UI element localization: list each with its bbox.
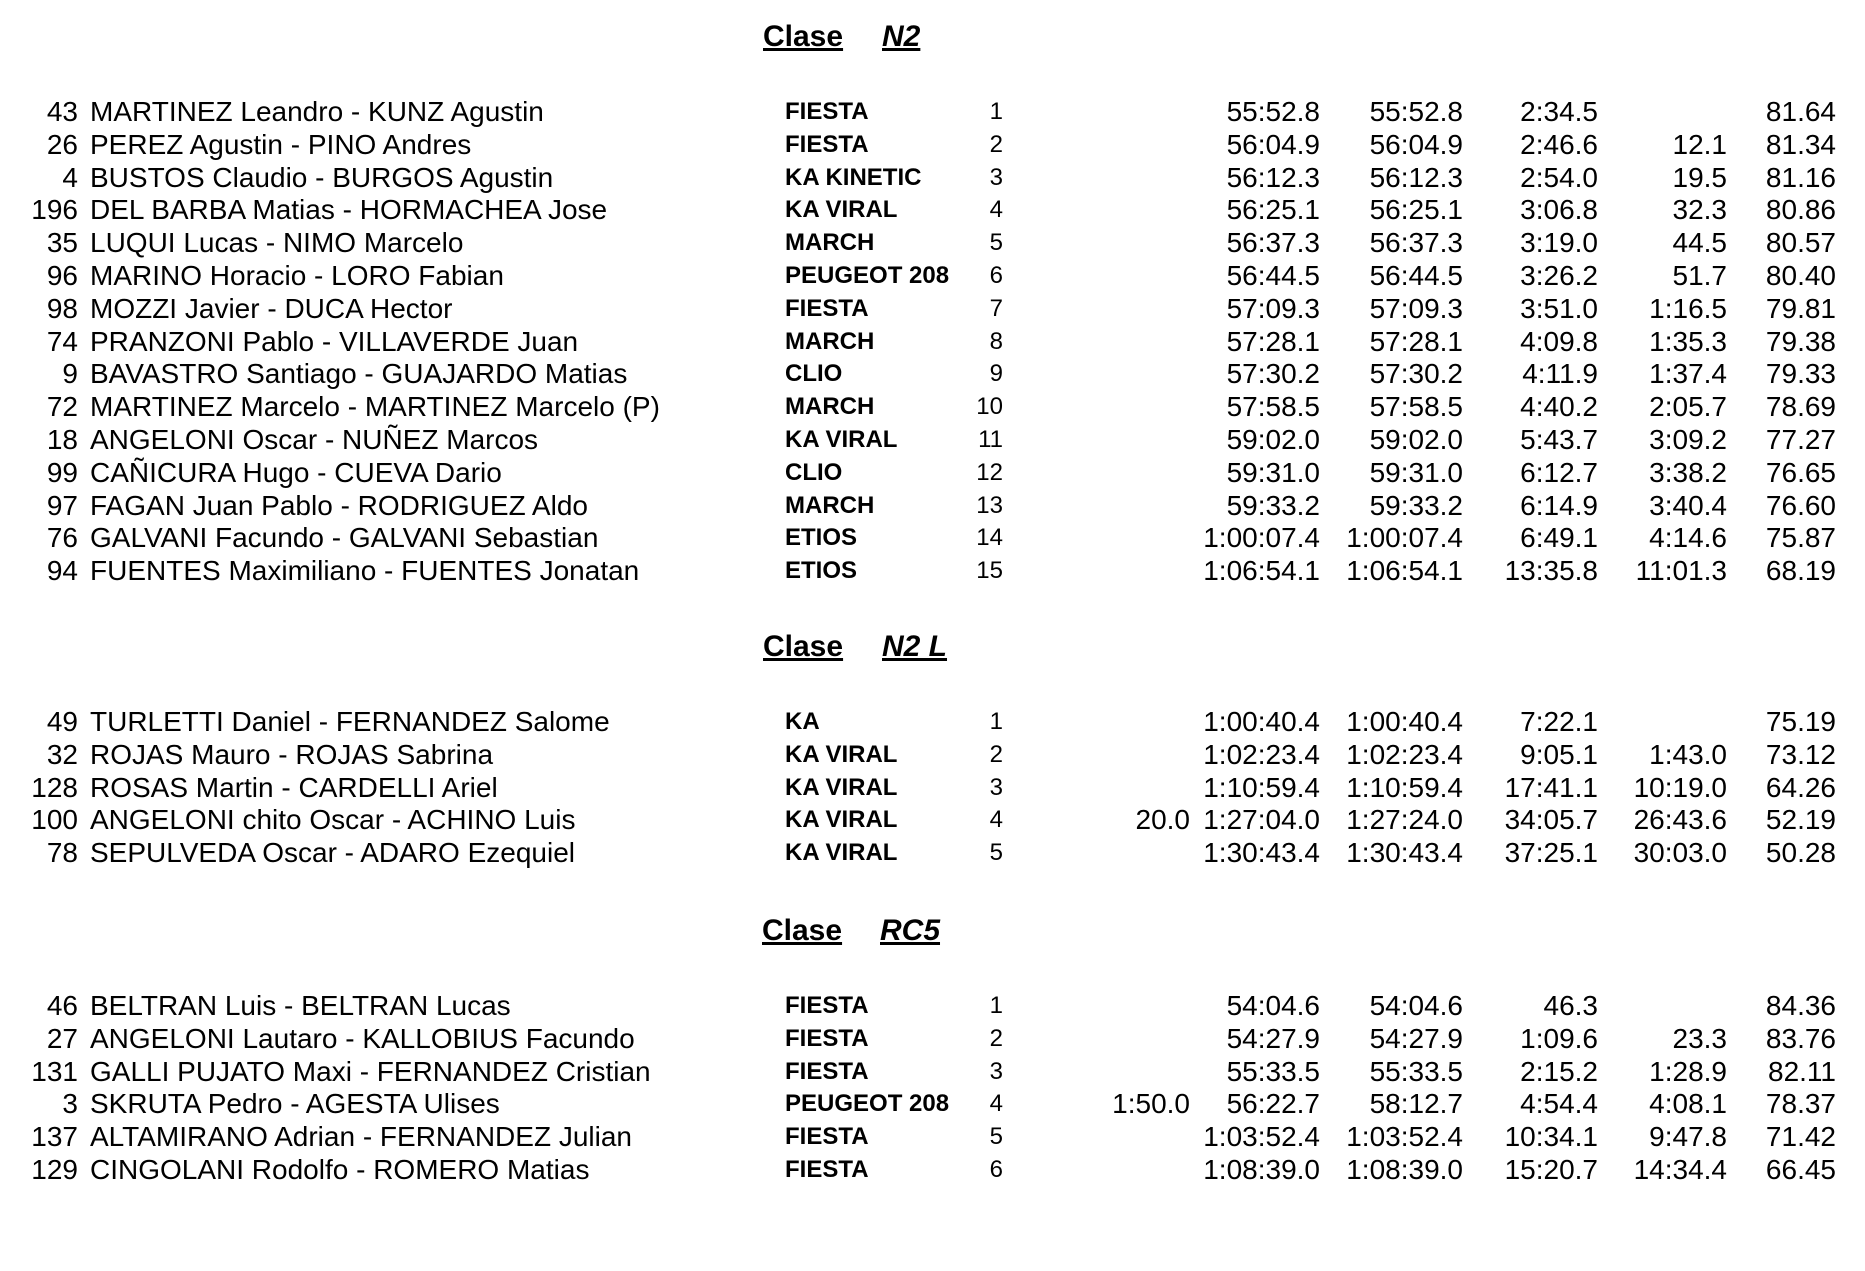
average-speed: 78.69 [1765,391,1836,423]
position: 15 [976,557,1003,585]
position: 11 [978,426,1003,453]
average-speed: 64.26 [1765,771,1836,803]
average-speed: 81.34 [1765,128,1836,160]
result-row [0,489,1865,522]
crew-names: PRANZONI Pablo - VILLAVERDE Juan [90,325,579,357]
car-model: ETIOS [785,524,858,552]
position: 1 [989,98,1003,125]
average-speed: 80.57 [1765,227,1836,259]
car-model: KA VIRAL [785,773,898,801]
stage-time: 57:09.3 [1226,292,1320,324]
diff-to-first: 2:46.6 [1520,128,1598,160]
class-label: Clase [763,20,844,53]
total-time: 59:31.0 [1369,456,1463,488]
diff-to-first: 4:54.4 [1520,1088,1598,1120]
diff-to-previous: 4:14.6 [1649,522,1727,554]
average-speed: 76.60 [1765,489,1836,521]
total-time: 57:09.3 [1369,292,1463,324]
stage-time: 57:58.5 [1226,391,1320,423]
result-row [0,803,1865,836]
crew-names: CINGOLANI Rodolfo - ROMERO Matias [90,1154,590,1185]
result-row [0,456,1865,489]
diff-to-previous: 10:19.0 [1633,771,1727,803]
car-number: 96 [46,260,78,291]
diff-to-previous: 4:08.1 [1649,1088,1727,1120]
diff-to-first: 4:09.8 [1520,325,1598,357]
position: 6 [989,262,1003,289]
crew-names: PEREZ Agustin - PINO Andres [90,128,472,160]
average-speed: 52.19 [1765,804,1836,836]
car-model: CLIO [785,360,843,388]
stage-time: 56:12.3 [1226,161,1320,193]
result-row [0,554,1865,587]
average-speed: 50.28 [1765,837,1836,869]
total-time: 54:04.6 [1369,990,1463,1021]
car-model: FIESTA [785,130,869,158]
average-speed: 84.36 [1765,990,1836,1021]
average-speed: 81.16 [1765,161,1836,193]
diff-to-first: 2:34.5 [1520,96,1598,127]
diff-to-previous: 1:37.4 [1649,358,1727,390]
car-number: 98 [46,292,78,324]
position: 4 [989,196,1003,224]
position: 13 [976,491,1003,519]
class-name: N2 L [882,630,948,663]
average-speed: 66.45 [1765,1154,1836,1185]
position: 5 [989,839,1003,867]
car-model: KA [785,708,820,735]
stage-time: 59:31.0 [1226,456,1320,488]
diff-to-previous: 2:05.7 [1649,391,1727,423]
diff-to-previous: 26:43.6 [1633,804,1727,836]
car-number: 49 [46,706,78,737]
total-time: 56:12.3 [1369,161,1463,193]
crew-names: BUSTOS Claudio - BURGOS Agustin [90,161,554,193]
car-model: FIESTA [785,992,869,1019]
position: 5 [989,1123,1003,1151]
position: 1 [989,992,1003,1019]
result-row [0,95,1865,128]
diff-to-previous: 11:01.3 [1635,555,1727,587]
average-speed: 76.65 [1765,456,1836,488]
car-number: 76 [46,522,78,554]
diff-to-previous: 1:16.5 [1649,292,1727,324]
crew-names: DEL BARBA Matias - HORMACHEA Jose [90,194,608,226]
result-row [0,1055,1865,1088]
diff-to-previous: 30:03.0 [1633,837,1727,869]
crew-names: CAÑICURA Hugo - CUEVA Dario [90,456,502,488]
diff-to-first: 13:35.8 [1504,555,1598,587]
crew-names: MOZZI Javier - DUCA Hector [90,292,453,324]
stage-time: 1:06:54.1 [1203,555,1320,587]
position: 10 [976,393,1003,421]
result-row [0,357,1865,390]
total-time: 1:02:23.4 [1346,738,1463,770]
average-speed: 68.19 [1765,555,1836,587]
total-time: 1:27:24.0 [1346,804,1463,836]
total-time: 1:10:59.4 [1346,771,1463,803]
class-name: N2 [882,20,921,53]
total-time: 57:30.2 [1369,358,1463,390]
result-row [0,836,1865,869]
average-speed: 79.38 [1765,325,1836,357]
car-number: 27 [46,1022,78,1054]
total-time: 1:03:52.4 [1346,1121,1463,1153]
stage-time: 55:33.5 [1226,1055,1320,1087]
diff-to-first: 9:05.1 [1520,738,1598,770]
car-number: 26 [46,128,78,160]
stage-time: 1:08:39.0 [1203,1154,1320,1185]
car-number: 94 [46,555,78,587]
crew-names: TURLETTI Daniel - FERNANDEZ Salome [90,706,610,737]
average-speed: 81.64 [1765,96,1836,127]
diff-to-first: 3:06.8 [1520,194,1598,226]
stage-time: 56:04.9 [1226,128,1320,160]
average-speed: 78.37 [1765,1088,1836,1120]
diff-to-previous: 9:47.8 [1649,1121,1727,1153]
crew-names: ANGELONI Lautaro - KALLOBIUS Facundo [90,1022,635,1054]
crew-names: FUENTES Maximiliano - FUENTES Jonatan [90,555,640,587]
car-number: 128 [31,771,78,803]
total-time: 1:00:40.4 [1346,706,1463,737]
car-number: 35 [46,227,78,259]
stage-time: 56:25.1 [1226,194,1320,226]
position: 1 [989,708,1003,735]
total-time: 55:33.5 [1369,1055,1463,1087]
car-model: MARCH [785,393,875,421]
total-time: 55:52.8 [1369,96,1463,127]
diff-to-previous: 1:28.9 [1649,1055,1727,1087]
diff-to-previous: 44.5 [1672,227,1727,259]
diff-to-previous: 3:40.4 [1649,489,1727,521]
total-time: 59:02.0 [1369,424,1463,455]
car-number: 4 [62,161,78,193]
car-number: 97 [46,489,78,521]
car-model: PEUGEOT 208 [785,262,950,289]
stage-time: 57:28.1 [1226,325,1320,357]
crew-names: MARTINEZ Marcelo - MARTINEZ Marcelo (P) [90,391,660,423]
total-time: 57:28.1 [1369,325,1463,357]
average-speed: 71.42 [1765,1121,1836,1153]
diff-to-previous: 32.3 [1672,194,1727,226]
stage-time: 1:02:23.4 [1203,738,1320,770]
crew-names: SEPULVEDA Oscar - ADARO Ezequiel [90,837,575,869]
diff-to-previous: 1:35.3 [1649,325,1727,357]
total-time: 1:06:54.1 [1346,555,1463,587]
crew-names: MARINO Horacio - LORO Fabian [90,260,504,291]
average-speed: 82.11 [1768,1055,1836,1087]
position: 2 [989,1024,1003,1052]
car-number: 100 [31,804,78,836]
stage-time: 1:00:07.4 [1203,522,1320,554]
crew-names: SKRUTA Pedro - AGESTA Ulises [90,1088,500,1120]
car-number: 99 [46,456,78,488]
average-speed: 79.33 [1765,358,1836,390]
result-row [0,1022,1865,1055]
result-row [0,738,1865,771]
stage-time: 56:44.5 [1226,260,1320,291]
crew-names: BAVASTRO Santiago - GUAJARDO Matias [90,358,628,390]
diff-to-previous: 3:38.2 [1649,456,1727,488]
car-model: MARCH [785,229,875,257]
car-model: KA VIRAL [785,740,898,768]
total-time: 1:08:39.0 [1346,1154,1463,1185]
total-time: 56:04.9 [1369,128,1463,160]
car-number: 196 [31,194,78,226]
result-row [0,1153,1865,1186]
car-number: 129 [31,1154,78,1185]
result-row [0,325,1865,358]
car-model: FIESTA [785,1024,869,1052]
car-number: 137 [31,1121,78,1153]
diff-to-previous: 14:34.4 [1633,1154,1727,1185]
car-model: KA KINETIC [785,163,922,191]
total-time: 58:12.7 [1369,1088,1463,1120]
position: 12 [976,458,1003,486]
car-number: 78 [46,837,78,869]
crew-names: GALVANI Facundo - GALVANI Sebastian [90,522,599,554]
car-model: ETIOS [785,557,858,585]
diff-to-first: 6:12.7 [1520,456,1598,488]
average-speed: 80.40 [1765,260,1836,291]
total-time: 56:37.3 [1369,227,1463,259]
class-label: Clase [762,914,843,947]
car-number: 18 [46,424,78,455]
result-row [0,521,1865,554]
stage-time: 1:00:40.4 [1203,706,1320,737]
crew-names: LUQUI Lucas - NIMO Marcelo [90,227,464,259]
average-speed: 73.12 [1765,738,1836,770]
diff-to-first: 15:20.7 [1504,1154,1598,1185]
crew-names: BELTRAN Luis - BELTRAN Lucas [90,990,511,1021]
position: 4 [989,1090,1003,1118]
total-time: 57:58.5 [1369,391,1463,423]
crew-names: GALLI PUJATO Maxi - FERNANDEZ Cristian [90,1055,651,1087]
diff-to-previous: 1:43.0 [1649,738,1727,770]
result-row [0,259,1865,292]
diff-to-first: 3:26.2 [1520,260,1598,291]
car-model: KA VIRAL [785,839,898,867]
average-speed: 77.27 [1765,424,1836,455]
diff-to-first: 6:14.9 [1520,489,1598,521]
class-name: RC5 [880,914,941,947]
result-row [0,989,1865,1022]
stage-time: 54:04.6 [1226,990,1320,1021]
diff-to-previous: 19.5 [1672,161,1727,193]
result-row [0,1087,1865,1120]
result-row [0,226,1865,259]
result-row [0,128,1865,161]
result-row [0,390,1865,423]
car-model: FIESTA [785,1123,869,1151]
diff-to-first: 2:54.0 [1520,161,1598,193]
stage-time: 55:52.8 [1226,96,1320,127]
crew-names: ROSAS Martin - CARDELLI Ariel [90,771,498,803]
average-speed: 83.76 [1765,1022,1836,1054]
car-number: 46 [46,990,78,1021]
average-speed: 75.19 [1765,706,1836,737]
diff-to-previous: 3:09.2 [1649,424,1727,455]
diff-to-first: 1:09.6 [1520,1022,1598,1054]
result-row [0,161,1865,194]
car-model: FIESTA [785,1156,869,1183]
diff-to-first: 46.3 [1543,990,1598,1021]
diff-to-first: 7:22.1 [1520,706,1598,737]
car-model: FIESTA [785,1057,869,1085]
car-number: 32 [46,738,78,770]
position: 2 [989,740,1003,768]
car-model: CLIO [785,458,843,486]
result-row [0,193,1865,226]
position: 14 [976,524,1003,552]
crew-names: ROJAS Mauro - ROJAS Sabrina [90,738,494,770]
stage-time: 1:27:04.0 [1203,804,1320,836]
total-time: 59:33.2 [1369,489,1463,521]
position: 3 [989,1057,1003,1085]
penalty: 20.0 [1135,804,1190,836]
result-row [0,705,1865,738]
diff-to-previous: 12.1 [1672,128,1727,160]
car-number: 74 [46,325,78,357]
penalty: 1:50.0 [1112,1088,1190,1120]
result-row [0,1120,1865,1153]
total-time: 56:25.1 [1369,194,1463,226]
stage-time: 56:22.7 [1226,1088,1320,1120]
car-number: 3 [62,1088,78,1120]
stage-time: 57:30.2 [1226,358,1320,390]
total-time: 54:27.9 [1369,1022,1463,1054]
diff-to-first: 2:15.2 [1520,1055,1598,1087]
crew-names: ANGELONI Oscar - NUÑEZ Marcos [90,424,539,455]
position: 3 [989,773,1003,801]
diff-to-first: 4:40.2 [1520,391,1598,423]
stage-time: 59:02.0 [1226,424,1320,455]
car-model: MARCH [785,491,875,519]
total-time: 56:44.5 [1369,260,1463,291]
stage-time: 59:33.2 [1226,489,1320,521]
stage-time: 54:27.9 [1226,1022,1320,1054]
car-number: 43 [46,96,78,127]
diff-to-first: 34:05.7 [1504,804,1598,836]
position: 2 [989,130,1003,158]
car-model: PEUGEOT 208 [785,1090,950,1118]
stage-time: 1:30:43.4 [1203,837,1320,869]
crew-names: ANGELONI chito Oscar - ACHINO Luis [90,804,576,836]
car-number: 72 [46,391,78,423]
average-speed: 75.87 [1765,522,1836,554]
position: 3 [989,163,1003,191]
result-row [0,771,1865,804]
position: 4 [989,806,1003,834]
car-model: KA VIRAL [785,426,898,453]
car-number: 131 [31,1055,78,1087]
crew-names: ALTAMIRANO Adrian - FERNANDEZ Julian [90,1121,632,1153]
position: 7 [989,294,1003,322]
diff-to-previous: 23.3 [1672,1022,1727,1054]
car-model: KA VIRAL [785,196,898,224]
car-model: MARCH [785,327,875,355]
crew-names: MARTINEZ Leandro - KUNZ Agustin [90,96,544,127]
diff-to-first: 37:25.1 [1504,837,1598,869]
car-model: FIESTA [785,294,869,322]
car-model: FIESTA [785,98,869,125]
result-row [0,292,1865,325]
average-speed: 80.86 [1765,194,1836,226]
position: 8 [989,327,1003,355]
class-label: Clase [763,630,844,663]
diff-to-first: 3:19.0 [1520,227,1598,259]
result-row [0,423,1865,456]
stage-time: 1:03:52.4 [1203,1121,1320,1153]
diff-to-first: 6:49.1 [1520,522,1598,554]
diff-to-first: 10:34.1 [1504,1121,1598,1153]
diff-to-first: 17:41.1 [1504,771,1598,803]
total-time: 1:30:43.4 [1346,837,1463,869]
diff-to-first: 3:51.0 [1520,292,1598,324]
car-number: 9 [62,358,78,390]
diff-to-first: 4:11.9 [1522,358,1598,390]
car-model: KA VIRAL [785,806,898,834]
average-speed: 79.81 [1765,292,1836,324]
total-time: 1:00:07.4 [1346,522,1463,554]
stage-time: 56:37.3 [1226,227,1320,259]
position: 5 [989,229,1003,257]
position: 6 [989,1156,1003,1183]
position: 9 [989,360,1003,388]
crew-names: FAGAN Juan Pablo - RODRIGUEZ Aldo [90,489,588,521]
stage-time: 1:10:59.4 [1203,771,1320,803]
diff-to-first: 5:43.7 [1520,424,1598,455]
diff-to-previous: 51.7 [1672,260,1727,291]
